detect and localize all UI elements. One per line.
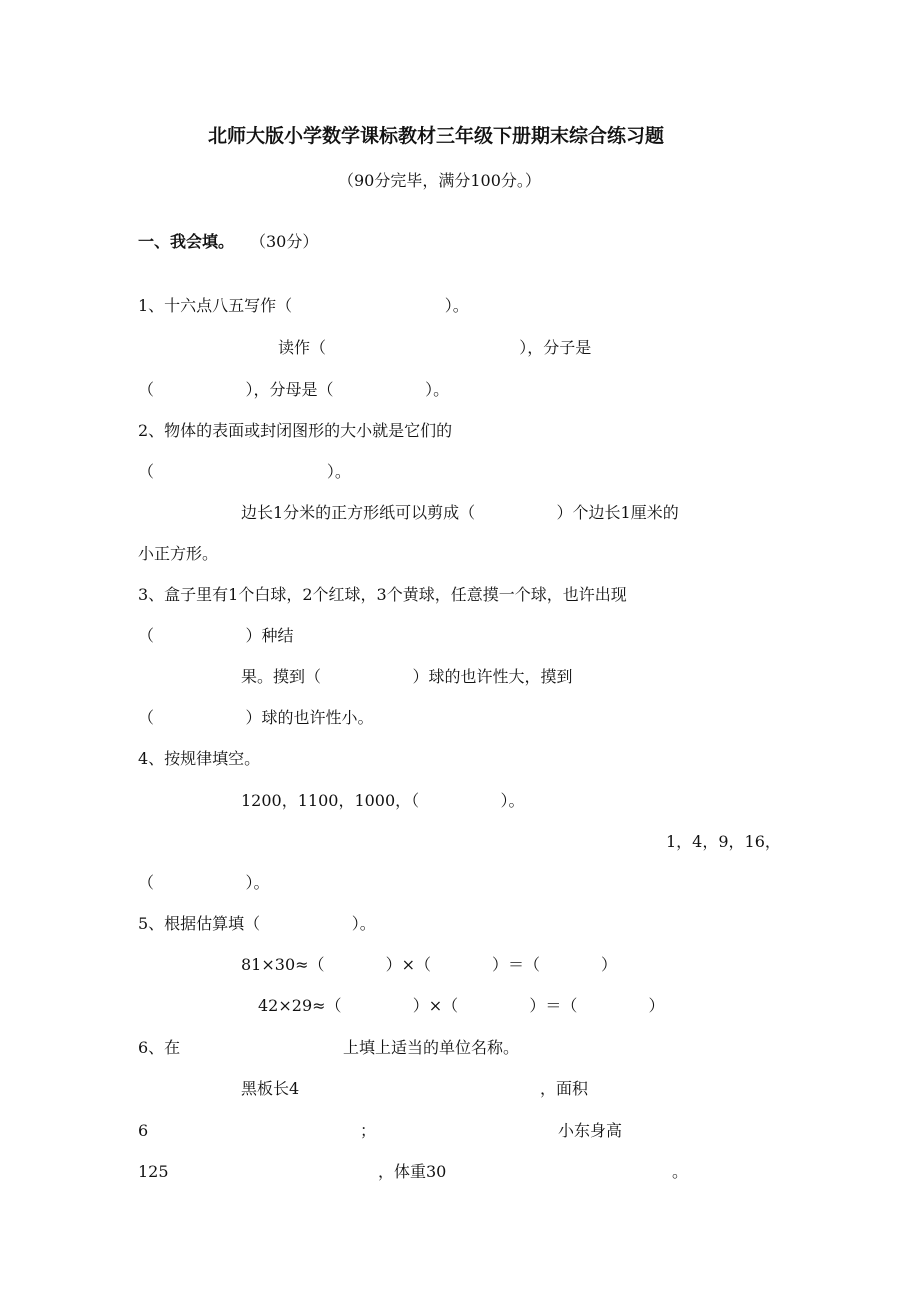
q4-line2: 1200，1100，1000，（ ）。 (241, 791, 525, 810)
q4-line4: （ ）。 (138, 873, 270, 892)
q6-line4-start: 125 (138, 1162, 169, 1181)
q1-line2: 读作（ ），分子是 (278, 338, 592, 357)
q3-line3: 果。摸到（ ）球的也许性大，摸到 (241, 667, 573, 686)
q1-line3: （ ），分母是（ ）。 (138, 380, 450, 399)
section-score: （30分） (250, 232, 319, 251)
q2-line3: 边长1分米的正方形纸可以剪成（ ）个边长1厘米的 (241, 503, 679, 522)
q3-line2: （ ）种结 (138, 626, 294, 645)
q4-line1: 4、按规律填空。 (138, 749, 261, 768)
page-subtitle: （90分完毕，满分100分。） (338, 171, 541, 190)
q2-line2: （ ）。 (138, 462, 351, 481)
q2-line1: 2、物体的表面或封闭图形的大小就是它们的 (138, 421, 453, 440)
q5-line2: 81×30≈（ ）×（ ）＝（ ） (241, 955, 618, 974)
q6-line1-end: 上填上适当的单位名称。 (343, 1038, 520, 1057)
q6-line1-start: 6、在 (138, 1038, 181, 1057)
q6-line3-start: 6 (138, 1121, 149, 1140)
q6-line2-end: ，面积 (540, 1079, 589, 1098)
q3-line1: 3、盒子里有1个白球，2个红球，3个黄球，任意摸一个球，也许出现 (138, 585, 627, 604)
q1-line1: 1、十六点八五写作（ ）。 (138, 296, 469, 315)
q3-line4: （ ）球的也许性小。 (138, 708, 374, 727)
q6-line4-mid: ，体重30 (378, 1162, 447, 1181)
q6-line2-start: 黑板长4 (241, 1079, 300, 1098)
q2-line4: 小正方形。 (138, 544, 219, 563)
q4-line3: 1，4，9，16， (666, 832, 781, 851)
q6-line3-end: 小东身高 (558, 1121, 623, 1140)
q6-line4-end: 。 (672, 1162, 689, 1181)
section-heading: 一、我会填。 (138, 232, 235, 251)
q5-line1: 5、根据估算填（ ）。 (138, 914, 376, 933)
page-title: 北师大版小学数学课标教材三年级下册期末综合练习题 (208, 125, 665, 147)
q5-line3: 42×29≈（ ）×（ ）＝（ ） (258, 996, 665, 1015)
q6-line3-mid: ； (360, 1121, 377, 1140)
